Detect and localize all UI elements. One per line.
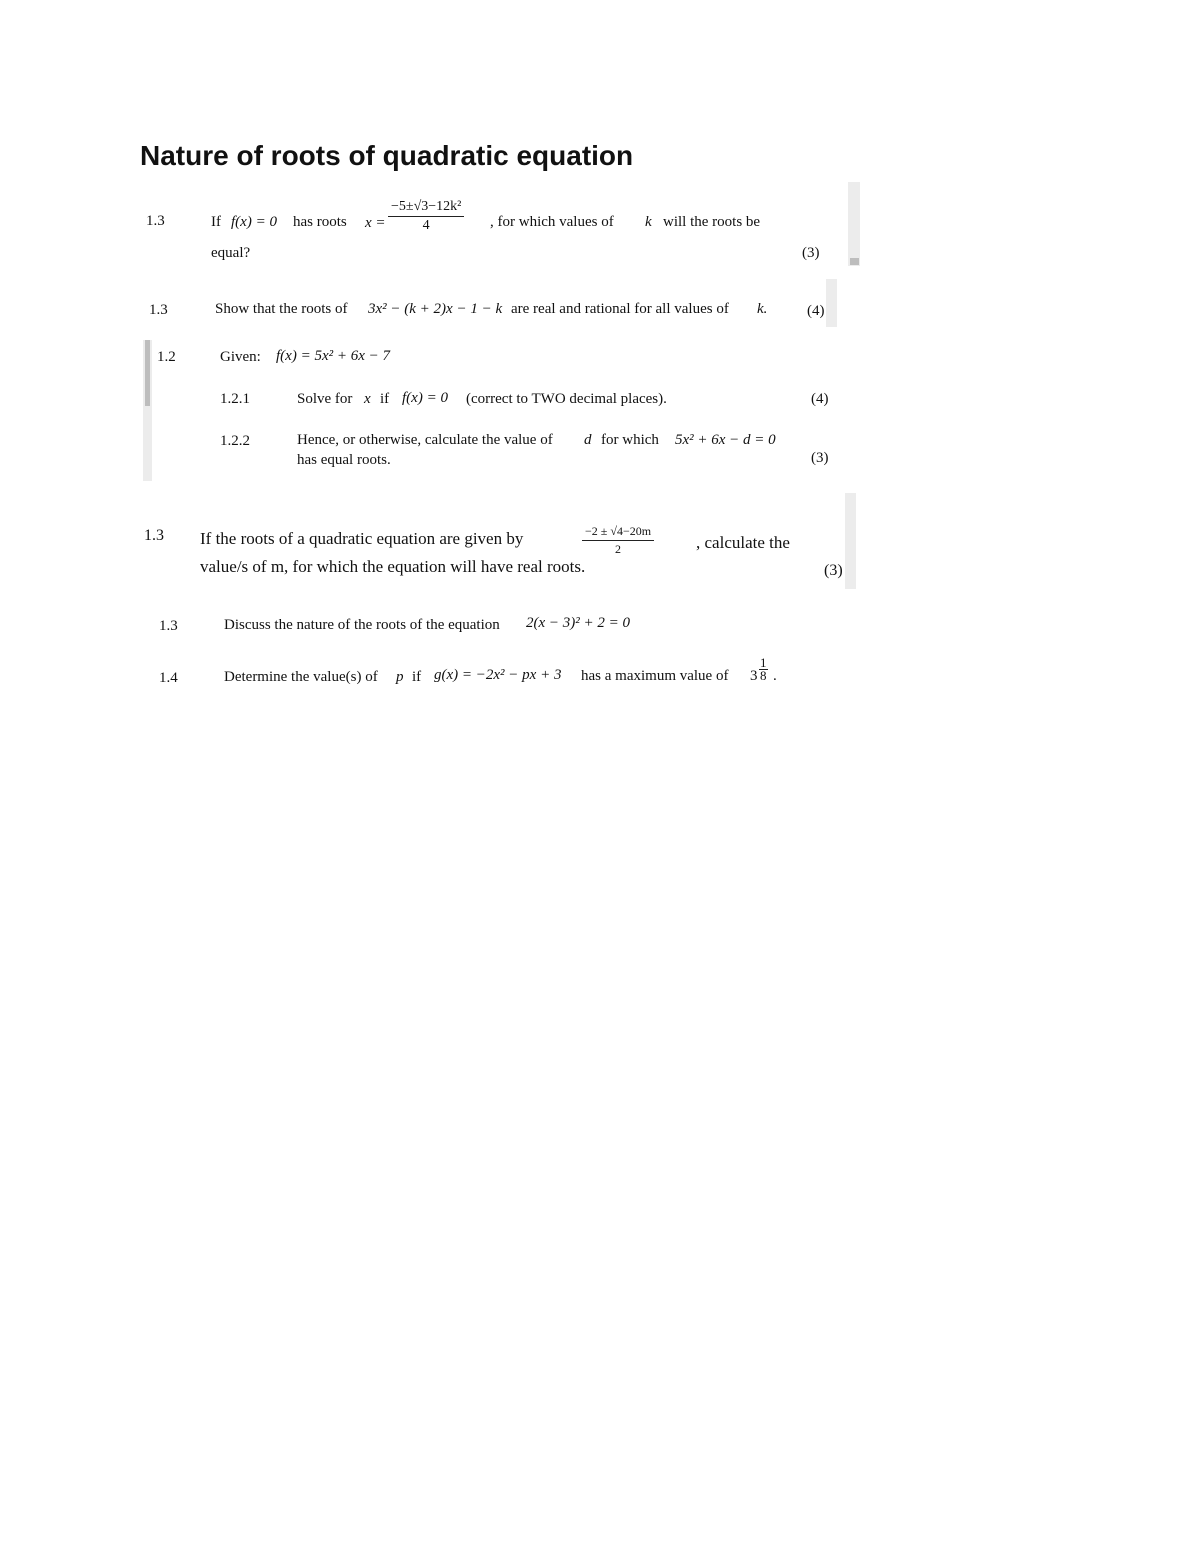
q3-given-expr: f(x) = 5x² + 6x − 7 <box>276 348 390 364</box>
q4-marks: (3) <box>824 562 843 579</box>
q6-text-b: if <box>412 669 422 685</box>
q4-root-fraction <box>582 524 654 557</box>
q4-fraction-numerator: −2 ± √4−20m <box>582 524 654 541</box>
q1-text-d: will the roots be <box>663 214 761 230</box>
q3-sub1-text-b: if <box>380 391 390 407</box>
q3-sub1-text-c: (correct to TWO decimal places). <box>466 391 667 407</box>
right-margin-bar-1-tick <box>850 258 859 265</box>
q3-sub2-text-b: for which <box>601 432 659 448</box>
q3-sub1-expr: f(x) = 0 <box>402 390 448 406</box>
q1-marks: (3) <box>802 245 820 261</box>
q6-mixed-fraction <box>759 657 768 682</box>
q3-sub2-marks: (3) <box>811 450 829 466</box>
q3-number: 1.2 <box>157 349 176 365</box>
q6-expr: g(x) = −2x² − px + 3 <box>434 667 562 683</box>
q5-expr: 2(x − 3)² + 2 = 0 <box>526 615 631 631</box>
q3-sub1-number: 1.2.1 <box>220 391 250 407</box>
q3-sub1-var-x: x <box>364 391 371 407</box>
q2-marks: (4) <box>807 303 825 319</box>
q3-sub2-expr: 5x² + 6x − d = 0 <box>675 432 776 448</box>
q1-text-c: , for which values of <box>490 214 614 230</box>
q2-var-k: k. <box>757 301 768 317</box>
q1-expr-b: x = <box>365 215 386 231</box>
right-margin-bar-3 <box>845 493 856 589</box>
q1-text-a: If <box>211 214 221 230</box>
q1-text-e: equal? <box>211 245 251 261</box>
left-margin-bar-dark <box>145 340 150 406</box>
q1-expr-a: f(x) = 0 <box>231 214 277 230</box>
q3-sub2-number: 1.2.2 <box>220 433 250 449</box>
q6-whole: 3 <box>750 668 758 684</box>
q4-text-c: value/s of m, for which the equation will have real roots. <box>200 557 586 576</box>
q4-number: 1.3 <box>144 527 164 544</box>
q1-fraction-denominator: 4 <box>422 218 430 233</box>
q5-text-a: Discuss the nature of the roots of the equation <box>224 617 500 633</box>
q4-text-a: If the roots of a quadratic equation are given by <box>200 529 524 548</box>
q6-text-a: Determine the value(s) of <box>224 669 378 685</box>
q1-fraction-numerator: −5±√3−12k² <box>388 199 464 217</box>
q2-number: 1.3 <box>149 302 168 318</box>
right-margin-bar-1 <box>848 182 860 266</box>
q2-expr: 3x² − (k + 2)x − 1 − k <box>368 301 503 317</box>
q2-text-a: Show that the roots of <box>215 301 348 317</box>
q6-number: 1.4 <box>159 670 178 686</box>
q6-fraction-denominator: 8 <box>760 668 767 683</box>
q4-fraction-denominator: 2 <box>615 542 622 556</box>
q6-var-p: p <box>396 669 404 685</box>
q1-number: 1.3 <box>146 213 165 229</box>
q1-var-k: k <box>645 214 652 230</box>
q5-number: 1.3 <box>159 618 178 634</box>
q1-root-fraction <box>388 199 464 234</box>
q4-text-b: , calculate the <box>696 533 790 552</box>
q1-text-b: has roots <box>293 214 347 230</box>
q6-end: . <box>773 668 777 684</box>
page-title: Nature of roots of quadratic equation <box>140 140 634 171</box>
q3-sub2-var-d: d <box>584 432 592 448</box>
q3-sub1-marks: (4) <box>811 391 829 407</box>
q3-sub2-text-c: has equal roots. <box>297 452 391 468</box>
q3-given-label: Given: <box>220 349 261 365</box>
right-margin-bar-2 <box>826 279 837 327</box>
q6-fraction-numerator: 1 <box>760 655 767 670</box>
q2-text-b: are real and rational for all values of <box>511 301 729 317</box>
q3-sub2-text-a: Hence, or otherwise, calculate the value of <box>297 432 553 448</box>
q3-sub1-text-a: Solve for <box>297 391 353 407</box>
q6-text-c: has a maximum value of <box>581 668 729 684</box>
